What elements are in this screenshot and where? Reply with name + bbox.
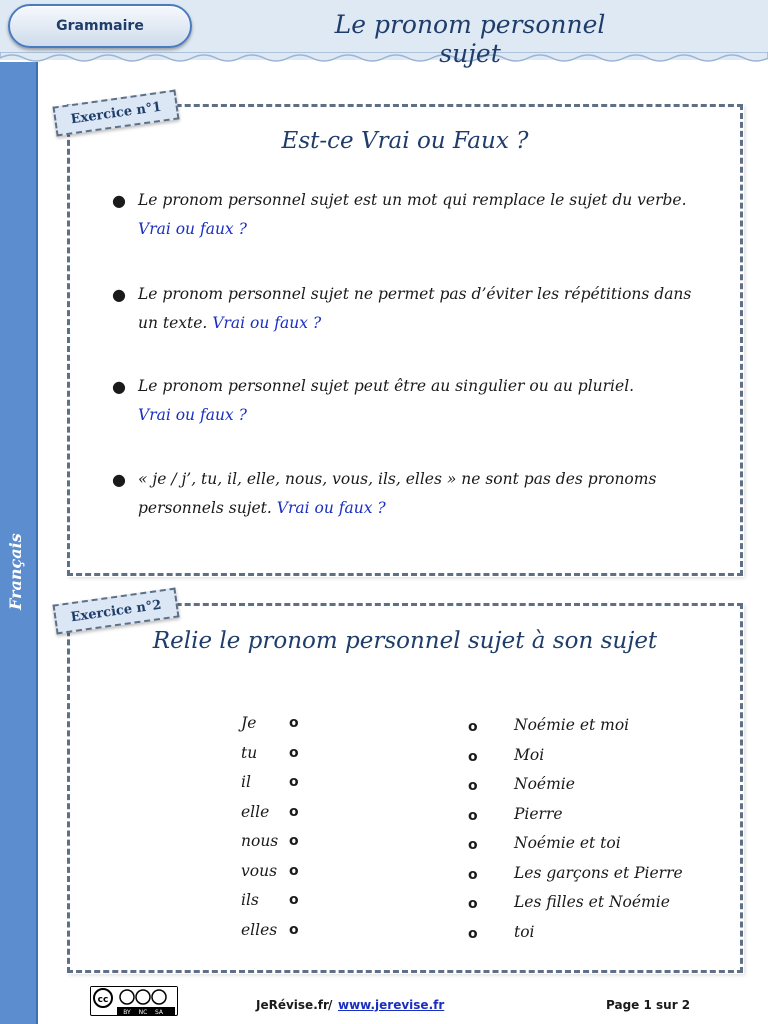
side-band [0, 62, 38, 1024]
svg-text:BY: BY [123, 1009, 131, 1015]
footer-separator: / [328, 998, 333, 1012]
footer-website-link[interactable]: www.jerevise.fr [338, 998, 445, 1012]
pronoun-connector-dot[interactable]: o [289, 833, 299, 849]
bullet-icon: ● [112, 285, 126, 304]
pronoun-label: elles [241, 921, 278, 939]
subject-connector-dot[interactable]: o [468, 778, 478, 794]
subject-badge [8, 4, 192, 48]
subject-connector-dot[interactable]: o [468, 926, 478, 942]
svg-text:NC: NC [138, 1009, 148, 1015]
exercise2-tag: Exercice n°2 [53, 588, 180, 635]
subject-label: Moi [514, 746, 545, 764]
exercise2-heading: Relie le pronom personnel sujet à son sujet [152, 628, 658, 654]
exercise1-item-text: Le pronom personnel sujet est un mot qui remplace le sujet du verbe. [138, 191, 687, 209]
creative-commons-badge [90, 986, 178, 1016]
pronoun-connector-dot[interactable]: o [289, 863, 299, 879]
pronoun-label: Je [241, 714, 257, 732]
svg-text:SA: SA [154, 1009, 164, 1015]
true-false-prompt: Vrai ou faux ? [138, 406, 247, 424]
pronoun-connector-dot[interactable]: o [289, 745, 299, 761]
pronoun-label: nous [241, 832, 279, 850]
true-false-prompt: Vrai ou faux ? [276, 499, 386, 517]
pronoun-label: ils [241, 891, 259, 909]
subject-label: Les filles et Noémie [514, 893, 670, 911]
exercise2-box [67, 603, 743, 973]
subject-label: Noémie et moi [514, 716, 630, 734]
bullet-icon: ● [112, 191, 126, 210]
pronoun-connector-dot[interactable]: o [289, 892, 299, 908]
subject-label: Grammaire [56, 18, 144, 34]
exercise1-item [112, 186, 692, 244]
subject-connector-dot[interactable]: o [468, 896, 478, 912]
pronoun-connector-dot[interactable]: o [289, 804, 299, 820]
subject-connector-dot[interactable]: o [468, 719, 478, 735]
subject-label: Noémie et toi [514, 834, 621, 852]
side-subject-label: Français [6, 533, 25, 610]
subject-label: Les garçons et Pierre [514, 864, 683, 882]
footer-page-number: Page 1 sur 2 [606, 998, 691, 1012]
pronoun-label: elle [241, 803, 270, 821]
subject-connector-dot[interactable]: o [468, 749, 478, 765]
exercise1-tag: Exercice n°1 [53, 90, 180, 137]
exercise1-heading: Est-ce Vrai ou Faux ? [281, 128, 529, 154]
subject-label: toi [514, 923, 535, 941]
subject-connector-dot[interactable]: o [468, 837, 478, 853]
cc-by-nc-sa-icon [91, 987, 177, 1015]
footer-link-wrapper [338, 998, 444, 1012]
subject-connector-dot[interactable]: o [468, 867, 478, 883]
exercise1-item [112, 280, 692, 338]
exercise1-item-text: Le pronom personnel sujet peut être au singulier ou au pluriel. [138, 377, 635, 395]
subject-label: Noémie [514, 775, 575, 793]
exercise1-item-text: « je / j’, tu, il, elle, nous, vous, ils, elles » ne sont pas des pronoms personnels sujet. [138, 470, 657, 517]
page-title: Le pronom personnel sujet [334, 10, 606, 68]
true-false-prompt: Vrai ou faux ? [212, 314, 322, 332]
exercise1-item [112, 465, 692, 523]
true-false-prompt: Vrai ou faux ? [138, 220, 247, 238]
subject-label: Pierre [514, 805, 563, 823]
pronoun-label: vous [241, 862, 278, 880]
svg-text:cc: cc [97, 995, 109, 1005]
pronoun-connector-dot[interactable]: o [289, 715, 299, 731]
exercise1-item [112, 372, 692, 430]
footer-site-name: JeRévise.fr [256, 998, 329, 1012]
pronoun-connector-dot[interactable]: o [289, 774, 299, 790]
pronoun-label: il [241, 773, 251, 791]
bullet-icon: ● [112, 470, 126, 489]
pronoun-connector-dot[interactable]: o [289, 922, 299, 938]
pronoun-label: tu [241, 744, 258, 762]
bullet-icon: ● [112, 377, 126, 396]
subject-connector-dot[interactable]: o [468, 808, 478, 824]
exercise1-item-text: Le pronom personnel sujet ne permet pas d’éviter les répétitions dans un texte. [138, 285, 692, 332]
